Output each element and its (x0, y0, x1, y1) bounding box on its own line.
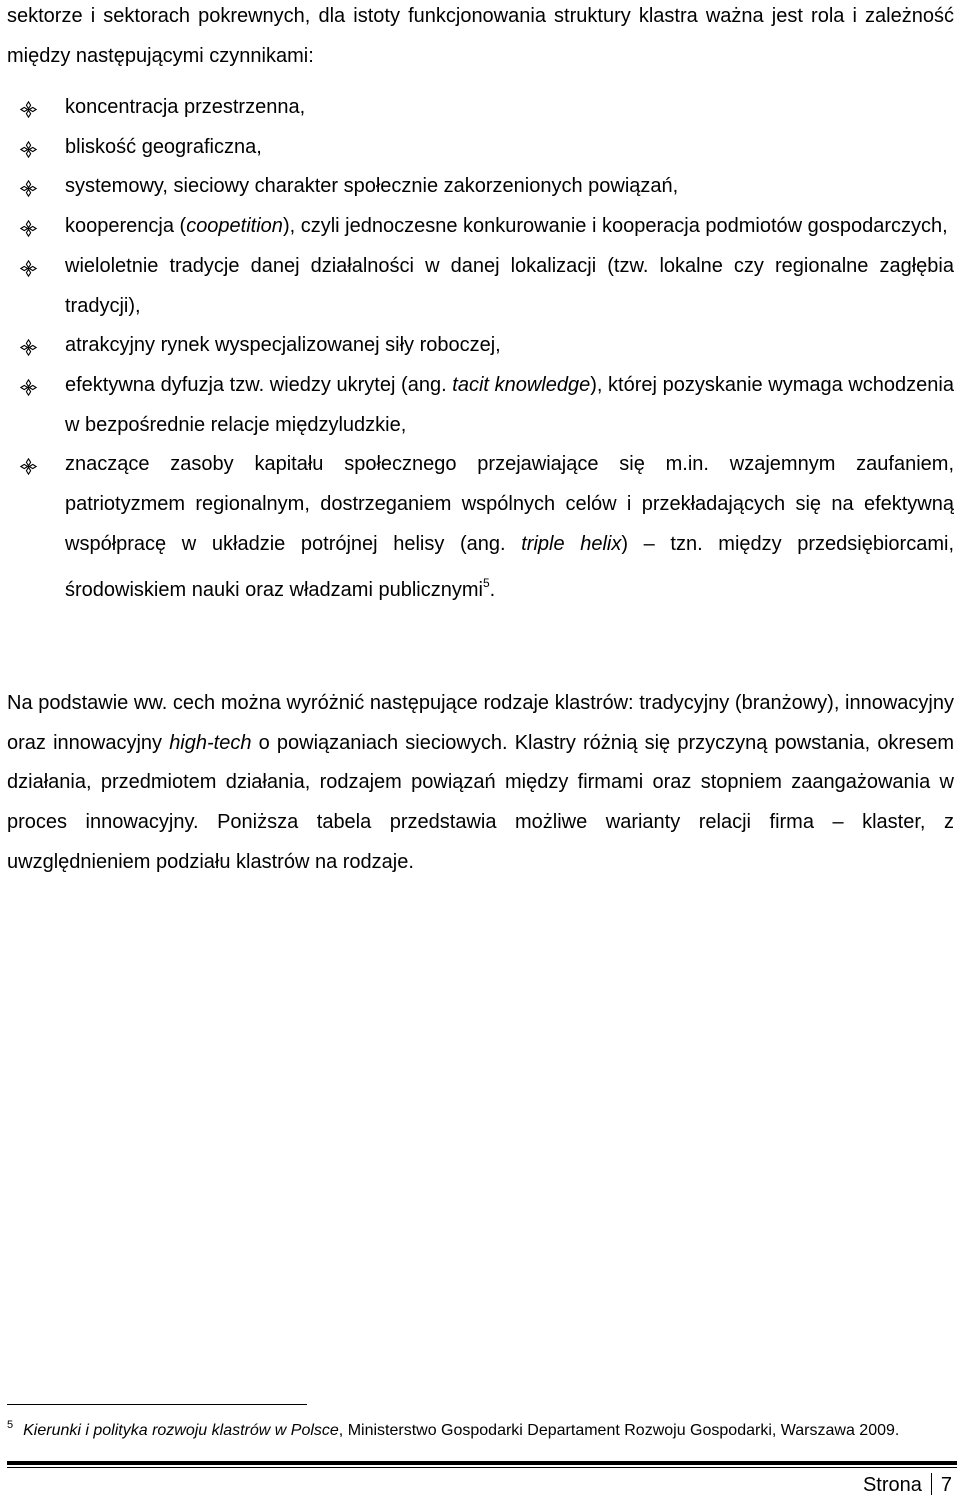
factor-list (20, 88, 954, 611)
four-diamond-bullet-icon (20, 180, 37, 197)
list-item-text: kooperencja (coopetition), czyli jednoczesne konkurowanie i kooperacja podmiotów gospodarczych, (65, 215, 948, 238)
list-item (20, 445, 954, 611)
footnote-reference[interactable]: 5 (482, 576, 490, 591)
intro-text: sektorze i sektorach pokrewnych, dla istoty funkcjonowania struktury klastra ważna jest rola i zależność między następującymi czynnikami: (7, 5, 954, 67)
four-diamond-bullet-icon (20, 260, 37, 277)
list-item (20, 366, 954, 445)
page-label: Strona (862, 1474, 922, 1496)
list-item (20, 207, 954, 247)
list-item-text: efektywna dyfuzja tzw. wiedzy ukrytej (ang. tacit knowledge), której pozyskanie wymaga wchodzenia w bezpośrednie relacje międzyludzkie, (65, 373, 954, 436)
four-diamond-bullet-icon (20, 141, 37, 158)
four-diamond-bullet-icon (20, 379, 37, 396)
term-high-tech: high-tech (169, 731, 252, 754)
intro-paragraph (7, 0, 954, 76)
list-item-text: wieloletnie tradycje danej działalności w danej lokalizacji (tzw. lokalne czy regionalne zagłębia tradycji), (65, 254, 954, 317)
footnote (7, 1415, 954, 1441)
list-item-text: znaczące zasoby kapitału społecznego przejawiające się m.in. wzajemnym zaufaniem, patriotyzmem regionalnym, dostrzeganiem wspólnych celów i przekładających się na efektywną współpracę w układzie potrójnej helisy (ang. triple helix) – tzn. między przedsiębiorcami, środowiskiem nauki oraz władzami publicznymi$^5$. (65, 453, 954, 602)
body-paragraph: Na podstawie ww. cech można wyróżnić następujące rodzaje klastrów: tradycyjny (branżowy), innowacyjny oraz innowacyjny high-tech o powiązaniach sieciowych. Klastry różnią się przyczyną powstania, okresem działania, przedmiotem działania, rodzajem powiązań między firmami oraz stopniem zaangażowania w proces innowacyjny. Poniższa tabela przedstawia możliwe warianty relacji firma – klaster, z uwzględnieniem podziału klastrów na rodzaje. (7, 692, 955, 873)
list-item (20, 128, 954, 168)
four-diamond-bullet-icon (20, 458, 37, 475)
four-diamond-bullet-icon (20, 339, 37, 356)
list-item (20, 247, 954, 326)
four-diamond-bullet-icon (20, 220, 37, 237)
list-item (20, 88, 954, 128)
footnote-separator (7, 1404, 307, 1405)
list-item-text: systemowy, sieciowy charakter społecznie zakorzenionych powiązań, (65, 175, 679, 198)
page-number (863, 1470, 952, 1500)
list-item-text: koncentracja przestrzenna, (65, 96, 306, 118)
term-triple-helix: triple helix (521, 532, 622, 555)
footnote-rest: , Ministerstwo Gospodarki Departament Rozwoju Gospodarki, Warszawa 2009. (338, 1422, 900, 1439)
list-item (20, 326, 954, 366)
footer-rule-thin (7, 1467, 957, 1468)
list-item (20, 167, 954, 207)
page-number-divider (931, 1473, 932, 1495)
term-coopetition: coopetition (186, 215, 283, 238)
footnote-number: 5 (7, 1419, 14, 1431)
list-item-text: atrakcyjny rynek wyspecjalizowanej siły roboczej, (65, 334, 501, 357)
four-diamond-bullet-icon (20, 101, 37, 118)
footer-rule (7, 1461, 957, 1465)
term-tacit-knowledge: tacit knowledge (452, 373, 591, 396)
page-number-value: 7 (940, 1474, 952, 1496)
footnote-title: Kierunki i polityka rozwoju klastrów w Polsce (23, 1422, 339, 1439)
list-item-text: bliskość geograficzna, (65, 135, 262, 158)
